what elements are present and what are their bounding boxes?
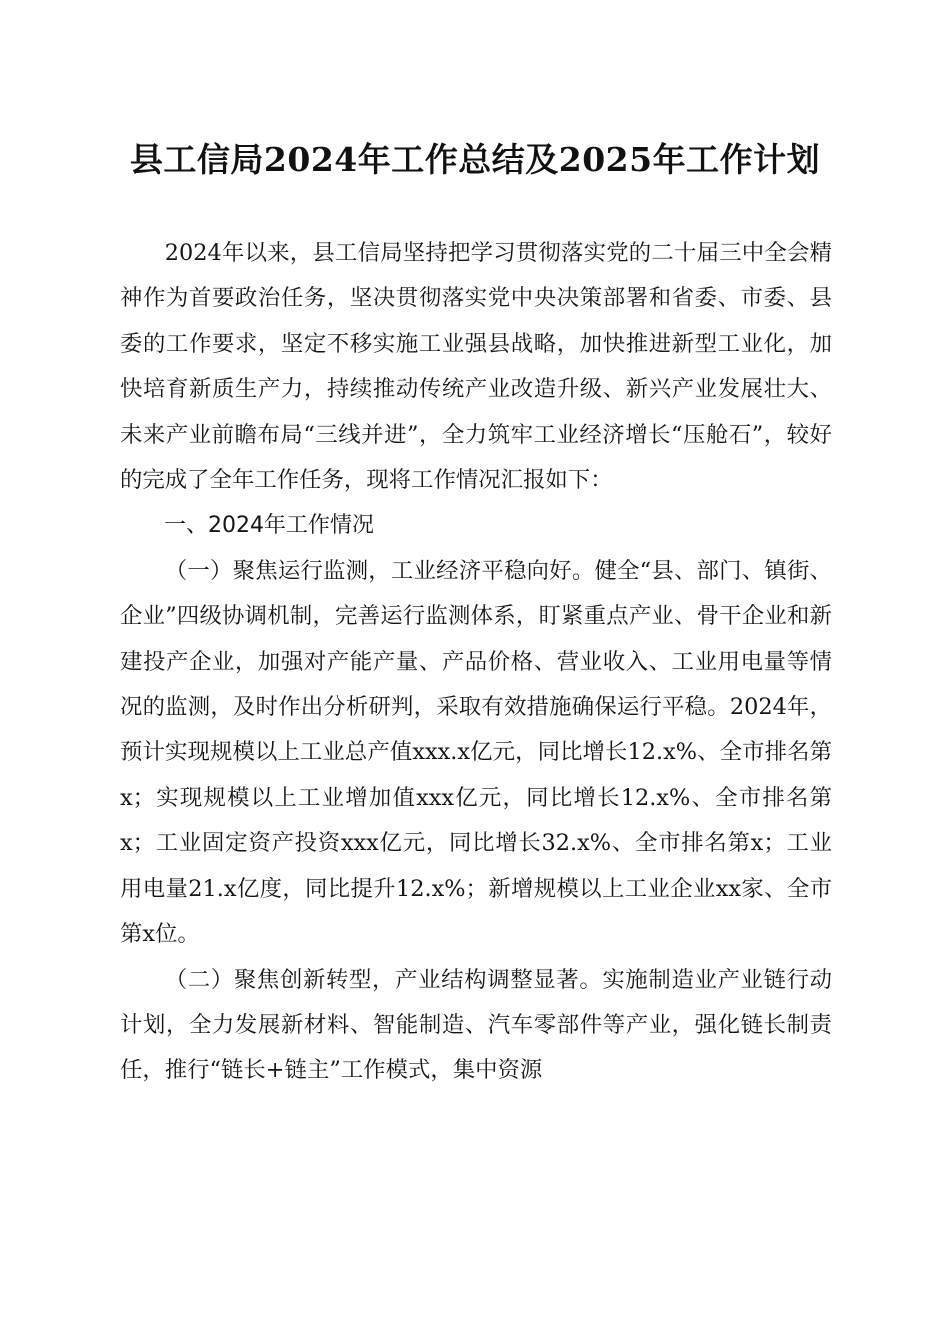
item-lead-1: （一）聚焦运行监测，工业经济平稳向好。	[164, 557, 595, 584]
section-heading-1: 一、2024年工作情况	[164, 513, 374, 539]
item-lead-2: （二）聚焦创新转型，产业结构调整显著。	[164, 966, 603, 993]
item-paragraph-1	[120, 549, 832, 958]
item-text-1: 健全“县、部门、镇街、企业”四级协调机制，完善运行监测体系，盯紧重点产业、骨干企业和新建投产企业，加强对产能产量、产品价格、营业收入、工业用电量等情况的监测，及时作出分析研判，采取有效措施确保运行平稳。2024年，预计实现规模以上工业总产值xxx.x亿元，同比增长12.x%、全市排名第x；实现规模以上工业增加值xxx亿元，同比增长12.x%、全市排名第x；工业固定资产投资xxx亿元，同比增长32.x%、全市排名第x；工业用电量21.x亿度，同比提升12.x%；新增规模以上工业企业xx家、全市第x位。	[120, 557, 833, 948]
intro-paragraph: 2024年以来，县工信局坚持把学习贯彻落实党的二十届三中全会精神作为首要政治任务，坚决贯彻落实党中央决策部署和省委、市委、县委的工作要求，坚定不移实施工业强县战略，加快推进新型工业化，加快培育新质生产力，持续推动传统产业改造升级、新兴产业发展壮大、未来产业前瞻布局“三线并进”，全力筑牢工业经济增长“压舱石”，较好的完成了全年工作任务，现将工作情况汇报如下：	[120, 240, 832, 494]
item-text-2: 实施制造业产业链行动计划，全力发展新材料、智能制造、汽车零部件等产业，强化链长制责任，推行“链长+链主”工作模式，集中资源	[120, 966, 833, 1084]
document-title: 县工信局2024年工作总结及2025年工作计划	[129, 140, 821, 179]
document-body	[120, 231, 832, 1094]
item-paragraph-2	[120, 958, 832, 1094]
